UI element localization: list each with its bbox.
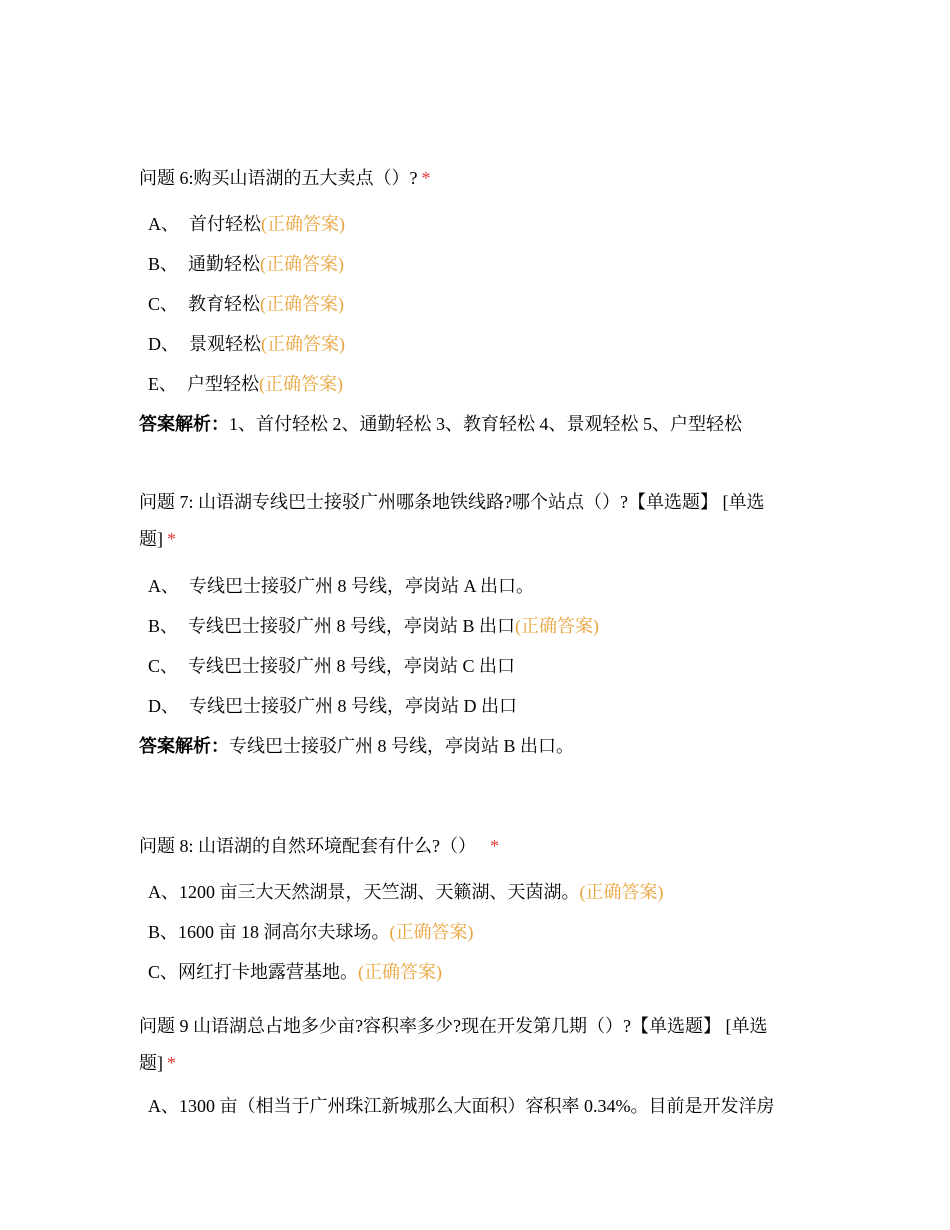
- option-text: 户型轻松: [187, 374, 259, 394]
- question-8-text: 问题 8: 山语湖的自然环境配套有什么?（）: [139, 836, 476, 856]
- question-6-title: [139, 160, 799, 197]
- option-letter: C、: [148, 962, 179, 982]
- correct-answer-tag: (正确答案): [261, 334, 345, 354]
- option-text: 1200 亩三大天然湖景，天竺湖、天籁湖、天茵湖。: [179, 882, 580, 902]
- question-8-title: [139, 828, 799, 865]
- analysis-text: 1、首付轻松 2、通勤轻松 3、教育轻松 4、景观轻松 5、户型轻松: [229, 414, 742, 434]
- required-mark: *: [167, 1053, 176, 1073]
- question-6-text: 问题 6:购买山语湖的五大卖点（）?: [139, 168, 418, 188]
- question-7-option-b: [148, 614, 599, 638]
- question-6-option-e: [148, 372, 343, 396]
- correct-answer-tag: (正确答案): [515, 616, 600, 636]
- option-text: 专线巴士接驳广州 8 号线，亭岗站 B 出口: [188, 616, 516, 636]
- option-text: 1600 亩 18 洞高尔夫球场。: [178, 922, 390, 942]
- option-letter: B、: [148, 922, 179, 942]
- option-letter: C、: [148, 656, 179, 676]
- question-9-text: 问题 9 山语湖总占地多少亩?容积率多少?现在开发第几期（）?【单选题】 [单选题]: [139, 1016, 768, 1073]
- option-letter: A、: [148, 882, 179, 902]
- option-letter: A、: [148, 214, 179, 234]
- question-6-option-d: [148, 332, 345, 356]
- correct-answer-tag: (正确答案): [260, 294, 345, 314]
- option-letter: D、: [148, 334, 179, 354]
- option-text: 通勤轻松: [188, 254, 261, 274]
- correct-answer-tag: (正确答案): [358, 962, 443, 982]
- option-text: 专线巴士接驳广州 8 号线，亭岗站 A 出口。: [189, 576, 535, 596]
- question-7-option-c: [148, 654, 515, 678]
- question-7-title: [139, 484, 799, 558]
- question-9-title: [139, 1008, 799, 1082]
- option-text: 教育轻松: [188, 294, 261, 314]
- option-letter: B、: [148, 254, 179, 274]
- question-7-text: 问题 7: 山语湖专线巴士接驳广州哪条地铁线路?哪个站点（）?【单选题】 [单选题]: [139, 492, 765, 549]
- option-text: 1300 亩（相当于广州珠江新城那么大面积）容积率 0.34%。目前是开发洋房: [179, 1096, 775, 1116]
- question-9-option-a: [148, 1094, 775, 1118]
- option-text: 专线巴士接驳广州 8 号线，亭岗站 C 出口: [188, 656, 516, 676]
- option-letter: E、: [148, 374, 177, 394]
- correct-answer-tag: (正确答案): [261, 214, 345, 234]
- required-mark: *: [490, 836, 499, 856]
- question-7-option-a: [148, 574, 534, 598]
- option-text: 景观轻松: [189, 334, 261, 354]
- required-mark: *: [421, 168, 431, 188]
- option-letter: A、: [148, 576, 179, 596]
- question-6-option-b: [148, 252, 344, 276]
- analysis-text: 专线巴士接驳广州 8 号线，亭岗站 B 出口。: [229, 736, 575, 756]
- option-letter: C、: [148, 294, 179, 314]
- question-8-option-c: [148, 960, 442, 984]
- option-letter: A、: [148, 1096, 179, 1116]
- correct-answer-tag: (正确答案): [389, 922, 474, 942]
- correct-answer-tag: (正确答案): [259, 374, 343, 394]
- question-7-analysis: [139, 734, 574, 758]
- option-text: 专线巴士接驳广州 8 号线，亭岗站 D 出口: [189, 696, 517, 716]
- option-letter: B、: [148, 616, 179, 636]
- question-8-option-b: [148, 920, 474, 944]
- question-6-analysis: [139, 412, 742, 436]
- option-text: 首付轻松: [189, 214, 261, 234]
- correct-answer-tag: (正确答案): [579, 882, 664, 902]
- question-8-option-a: [148, 880, 664, 904]
- question-6-option-c: [148, 292, 344, 316]
- question-6-option-a: [148, 212, 345, 236]
- analysis-label: 答案解析：: [139, 736, 229, 756]
- correct-answer-tag: (正确答案): [260, 254, 345, 274]
- question-7-option-d: [148, 694, 517, 718]
- required-mark: *: [167, 529, 176, 549]
- analysis-label: 答案解析：: [139, 414, 229, 434]
- option-text: 网红打卡地露营基地。: [178, 962, 359, 982]
- option-letter: D、: [148, 696, 179, 716]
